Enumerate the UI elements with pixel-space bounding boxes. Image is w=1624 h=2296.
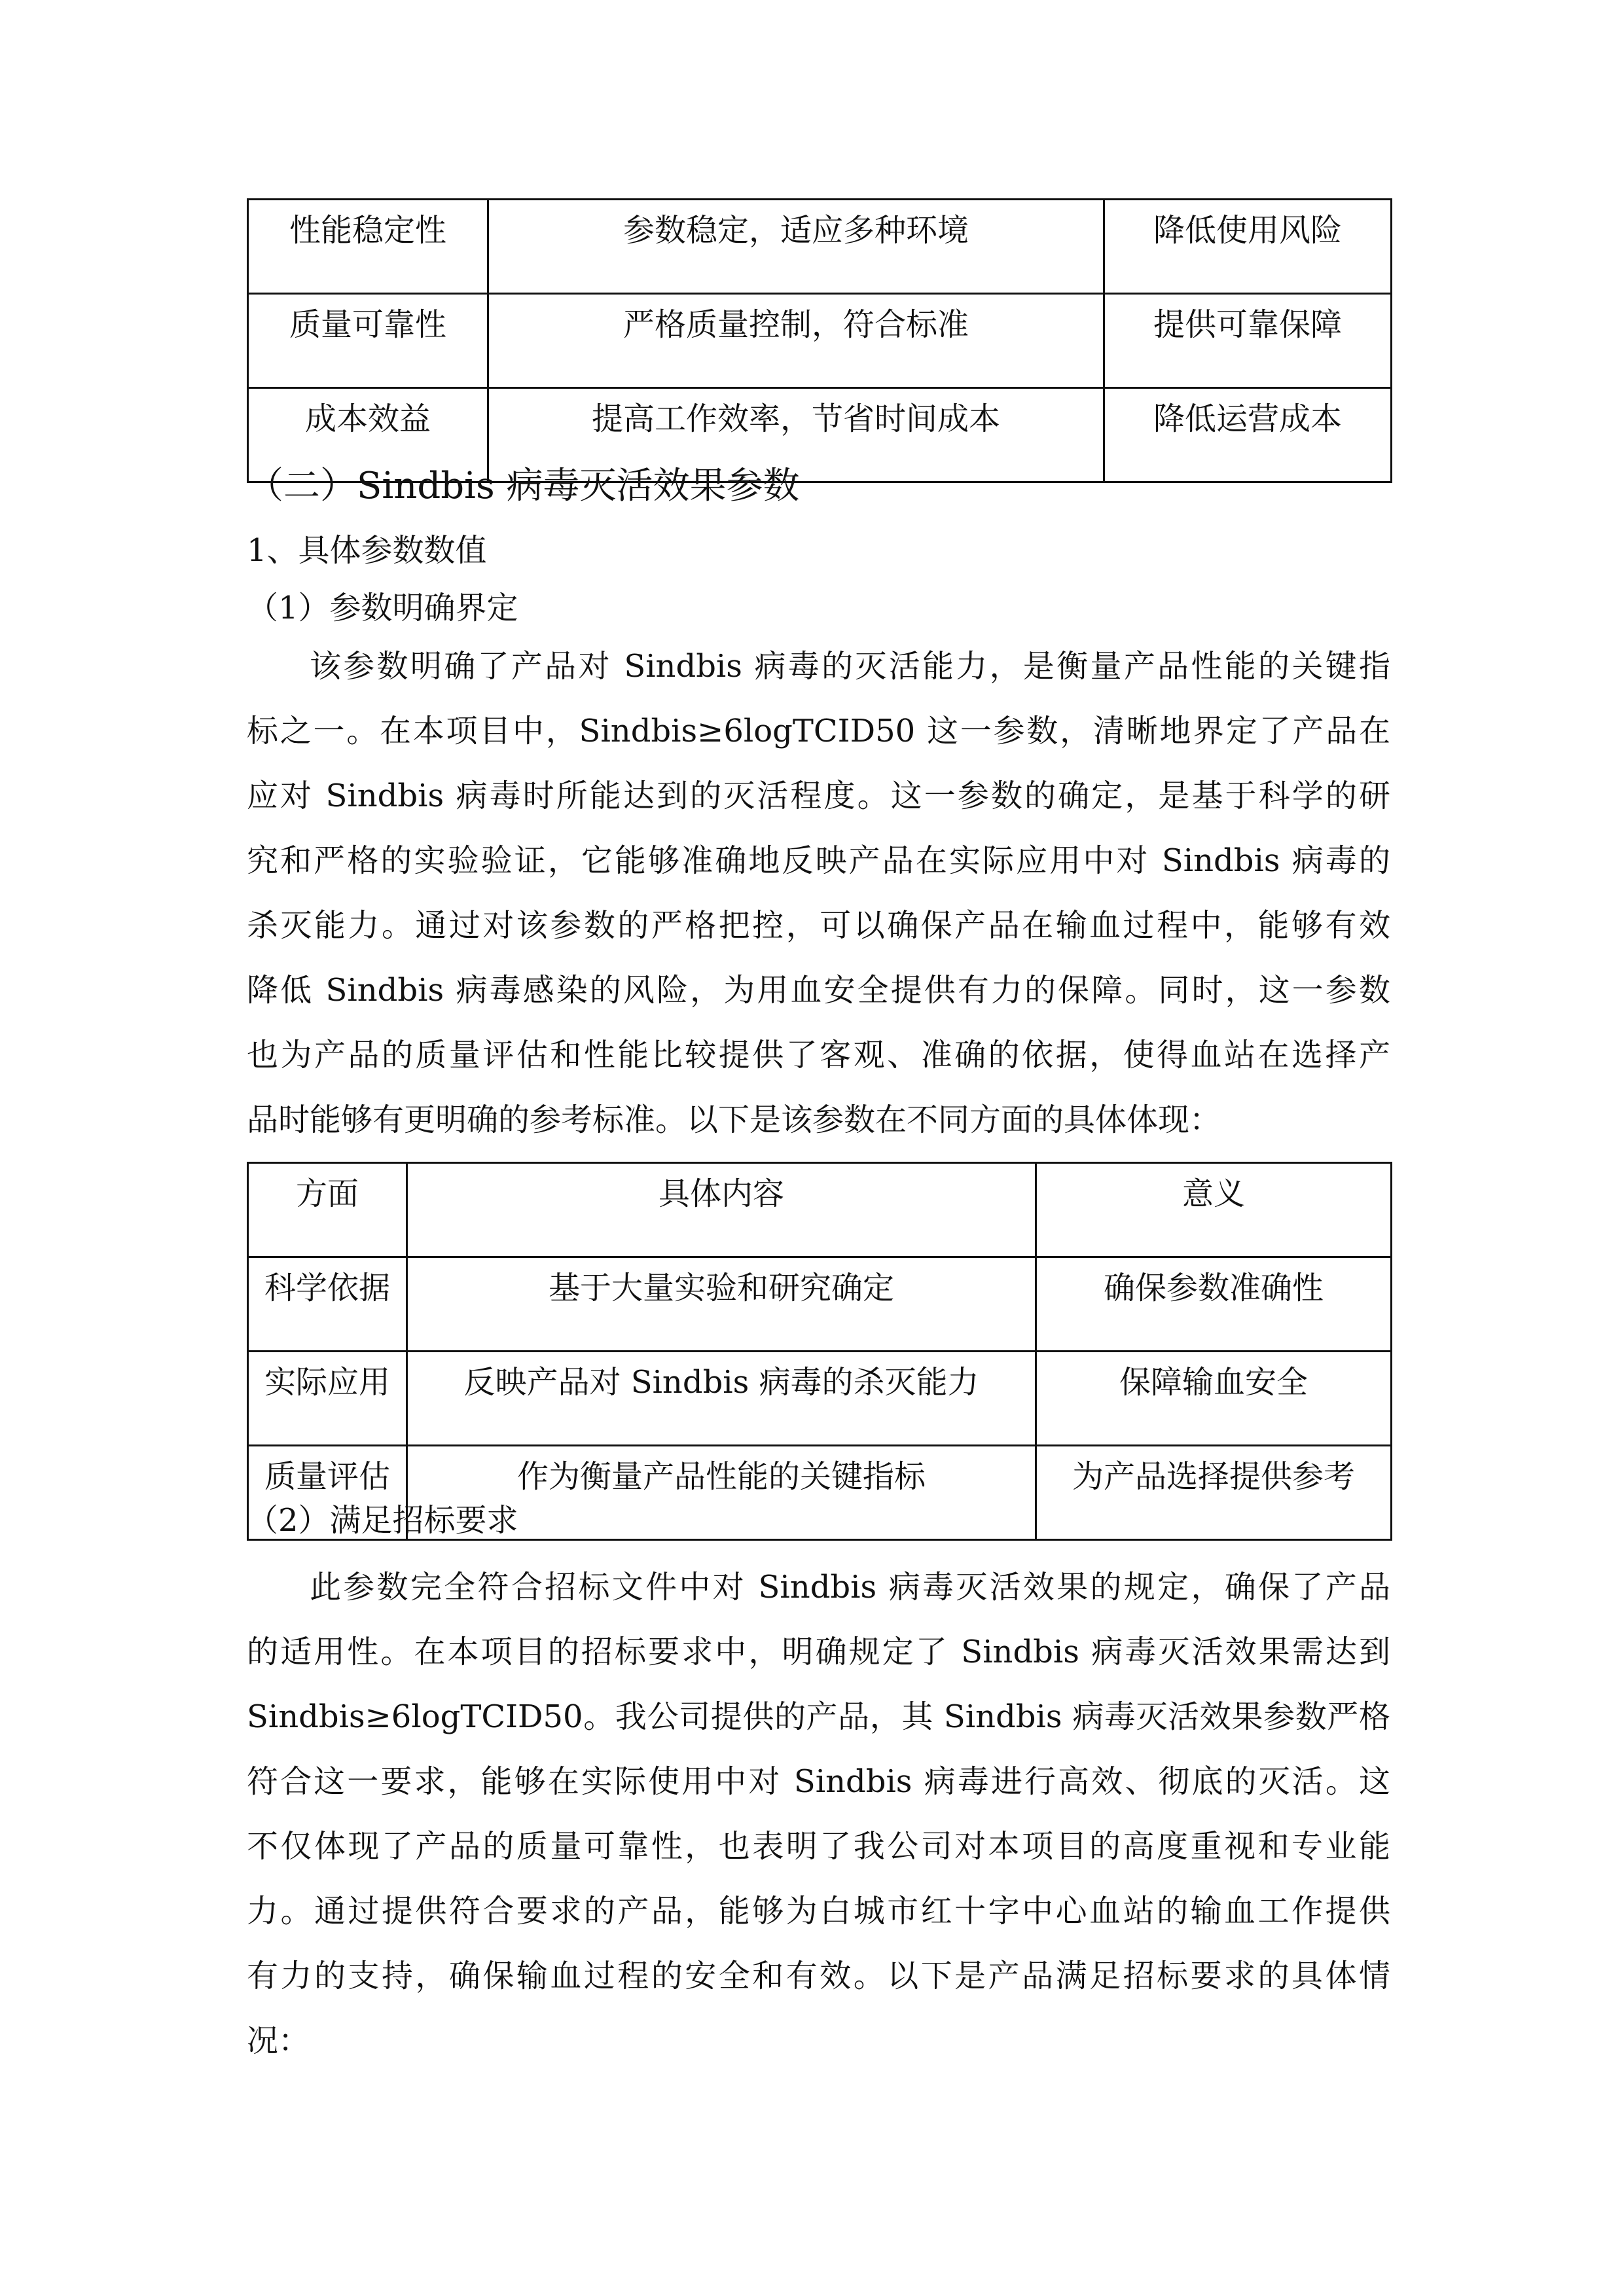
table-cell: 提供可靠保障 — [1104, 294, 1392, 388]
table-cell: 质量评估 — [248, 1446, 407, 1540]
table-cell: 作为衡量产品性能的关键指标 — [407, 1446, 1036, 1540]
table-cell: 意义 — [1036, 1163, 1392, 1257]
paragraph-line: 应对 Sindbis 病毒时所能达到的灭活程度。这一参数的确定，是基于科学的研 — [247, 778, 1390, 814]
section-heading: （二）Sindbis 病毒灭活效果参数 — [247, 465, 800, 507]
table-cell: 保障输血安全 — [1036, 1352, 1392, 1446]
table-cell: 性能稳定性 — [248, 200, 488, 294]
features-table — [247, 198, 1392, 483]
paragraph-line: 力。通过提供符合要求的产品，能够为白城市红十字中心血站的输血工作提供 — [247, 1893, 1390, 1929]
item1-paragraph — [247, 634, 1390, 1153]
table-cell: 参数稳定，适应多种环境 — [488, 200, 1104, 294]
item2-paragraph — [247, 1555, 1390, 2073]
table-cell: 确保参数准确性 — [1036, 1257, 1392, 1352]
table-cell: 为产品选择提供参考 — [1036, 1446, 1392, 1540]
table-cell: 质量可靠性 — [248, 294, 488, 388]
parameter-aspects-table — [247, 1162, 1392, 1541]
table-row — [248, 294, 1392, 388]
paragraph-line: 符合这一要求，能够在实际使用中对 Sindbis 病毒进行高效、彻底的灭活。这 — [247, 1763, 1390, 1800]
table-cell: 实际应用 — [248, 1352, 407, 1446]
table-cell: 方面 — [248, 1163, 407, 1257]
table-cell: 反映产品对 Sindbis 病毒的杀灭能力 — [407, 1352, 1036, 1446]
paragraph-line: 的适用性。在本项目的招标要求中，明确规定了 Sindbis 病毒灭活效果需达到 — [247, 1634, 1390, 1670]
table-cell: 严格质量控制，符合标准 — [488, 294, 1104, 388]
paragraph-line: 况： — [247, 2022, 310, 2059]
paragraph-line: 不仅体现了产品的质量可靠性，也表明了我公司对本项目的高度重视和专业能 — [247, 1828, 1390, 1865]
table-header-row — [248, 1163, 1392, 1257]
table-cell: 提高工作效率，节省时间成本 — [488, 388, 1104, 482]
sub-heading: 1、具体参数数值 — [247, 532, 487, 569]
paragraph-line: 降低 Sindbis 病毒感染的风险，为用血安全提供有力的保障。同时，这一参数 — [247, 972, 1390, 1009]
table-cell: 基于大量实验和研究确定 — [407, 1257, 1036, 1352]
paragraph-line: 该参数明确了产品对 Sindbis 病毒的灭活能力，是衡量产品性能的关键指 — [310, 648, 1390, 685]
table-row — [248, 1352, 1392, 1446]
table-cell: 具体内容 — [407, 1163, 1036, 1257]
paragraph-line: Sindbis≥6logTCID50。我公司提供的产品，其 Sindbis 病毒灭活效果参数严格 — [247, 1698, 1390, 1735]
table-cell: 降低使用风险 — [1104, 200, 1392, 294]
item1-heading: （1）参数明确界定 — [247, 590, 518, 626]
table-cell: 降低运营成本 — [1104, 388, 1392, 482]
paragraph-line: 标之一。在本项目中，Sindbis≥6logTCID50 这一参数，清晰地界定了产品在 — [247, 713, 1390, 749]
paragraph-line: 此参数完全符合招标文件中对 Sindbis 病毒灭活效果的规定，确保了产品 — [310, 1569, 1390, 1605]
paragraph-line: 究和严格的实验验证，它能够准确地反映产品在实际应用中对 Sindbis 病毒的 — [247, 842, 1390, 879]
table-row — [248, 1257, 1392, 1352]
item2-heading: （2）满足招标要求 — [247, 1502, 518, 1539]
paragraph-line: 有力的支持，确保输血过程的安全和有效。以下是产品满足招标要求的具体情 — [247, 1958, 1390, 1994]
paragraph-line: 杀灭能力。通过对该参数的严格把控，可以确保产品在输血过程中，能够有效 — [247, 907, 1390, 944]
table-row — [248, 200, 1392, 294]
paragraph-line: 品时能够有更明确的参考标准。以下是该参数在不同方面的具体体现： — [247, 1102, 1221, 1138]
paragraph-line: 也为产品的质量评估和性能比较提供了客观、准确的依据，使得血站在选择产 — [247, 1037, 1390, 1073]
table-cell: 成本效益 — [248, 388, 488, 482]
table-cell: 科学依据 — [248, 1257, 407, 1352]
